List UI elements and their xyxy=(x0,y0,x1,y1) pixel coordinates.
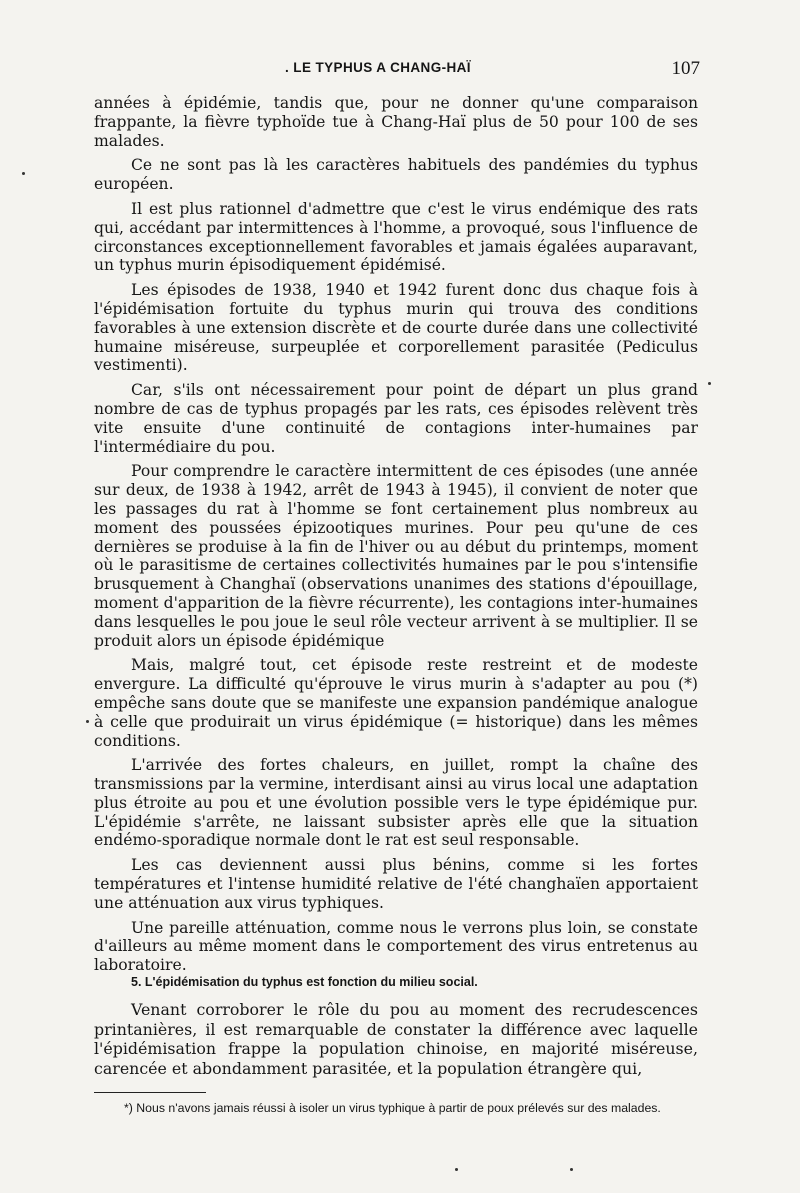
paragraph: Les cas deviennent aussi plus bénins, comme si les fortes températures et l'intense humidité relative de l'été changhaïen apportaient une atténuation aux virus typhiques. xyxy=(94,856,698,912)
footnote-rule xyxy=(94,1092,206,1093)
scan-speck xyxy=(86,720,89,723)
paragraph: Ce ne sont pas là les caractères habituels des pandémies du typhus européen. xyxy=(94,156,698,194)
paragraph: Les épisodes de 1938, 1940 et 1942 furent donc dus chaque fois à l'épidémisation fortuite du typhus murin qui trouva des conditions favorables à une extension discrète et de courte durée dans une collectivité humaine miséreuse, surpeuplée et corporellement parasitée (Pediculus vestimenti). xyxy=(94,281,698,375)
page-header xyxy=(95,60,700,84)
section-heading: 5. L'épidémisation du typhus est fonction du milieu social. xyxy=(131,975,478,989)
page-number: 107 xyxy=(671,58,700,79)
scan-speck xyxy=(455,1168,458,1171)
section-text xyxy=(94,1000,698,1078)
scan-speck xyxy=(570,1168,573,1171)
paragraph: Mais, malgré tout, cet épisode reste restreint et de modeste envergure. La difficulté qu'éprouve le virus murin à s'adapter au pou (*) empêche sans doute que se manifeste une expansion pandémique analogue à celle que produirait un virus épidémique (= historique) dans les mêmes conditions. xyxy=(94,656,698,750)
paragraph: Pour comprendre le caractère intermittent de ces épisodes (une année sur deux, de 1938 à 1942, arrêt de 1943 à 1945), il convient de noter que les passages du rat à l'homme se font certainement plus nombreux au moment des poussées épizootiques murines. Pour peu qu'une de ces dernières se produise à la fin de l'hiver ou au début du printemps, moment où le parasitisme de certaines collectivités humaines par le pou s'intensifie brusquement à Changhaï (observations unanimes des stations d'épouillage, moment d'apparition de la fièvre récurrente), les contagions inter-humaines dans lesquelles le pou joue le seul rôle vecteur arrivent à se multiplier. Il se produit alors un épisode épidémique xyxy=(94,462,698,650)
paragraph: Il est plus rationnel d'admettre que c'est le virus endémique des rats qui, accédant par intermittences à l'homme, a provoqué, sous l'influence de circonstances exceptionnellement favorables et jamais égalées auparavant, un typhus murin épisodiquement épidémisé. xyxy=(94,199,698,275)
running-title: . LE TYPHUS A CHANG-HAÏ xyxy=(285,60,471,75)
paragraph: Car, s'ils ont nécessairement pour point de départ un plus grand nombre de cas de typhus propagés par les rats, ces épisodes relèvent très vite ensuite d'une continuité de contagions inter-humaines par l'intermédiaire du pou. xyxy=(94,381,698,456)
footnote: *) Nous n'avons jamais réussi à isoler un virus typhique à partir de poux prélevés sur des malades. xyxy=(124,1101,661,1115)
paragraph: Venant corroborer le rôle du pou au moment des recrudescences printanières, il est remarquable de constater la différence avec laquelle l'épidémisation frappe la population chinoise, en majorité miséreuse, carencée et abondamment parasitée, et la population étrangère qui, xyxy=(94,1000,698,1078)
paragraph: L'arrivée des fortes chaleurs, en juillet, rompt la chaîne des transmissions par la vermine, interdisant ainsi au virus local une adaptation plus étroite au pou et une évolution possible vers le type épidémique pur. L'épidémie s'arrête, ne laissant subsister après elle que la situation endémo-sporadique normale dont le rat est seul responsable. xyxy=(94,756,698,850)
body-text xyxy=(94,94,698,981)
paragraph: Une pareille atténuation, comme nous le verrons plus loin, se constate d'ailleurs au même moment dans le comportement des virus entretenus au laboratoire. xyxy=(94,918,698,975)
scan-speck xyxy=(708,382,711,385)
scan-speck xyxy=(22,172,25,175)
paragraph: années à épidémie, tandis que, pour ne donner qu'une comparaison frappante, la fièvre typhoïde tue à Chang-Haï plus de 50 pour 100 de ses malades. xyxy=(94,94,698,150)
